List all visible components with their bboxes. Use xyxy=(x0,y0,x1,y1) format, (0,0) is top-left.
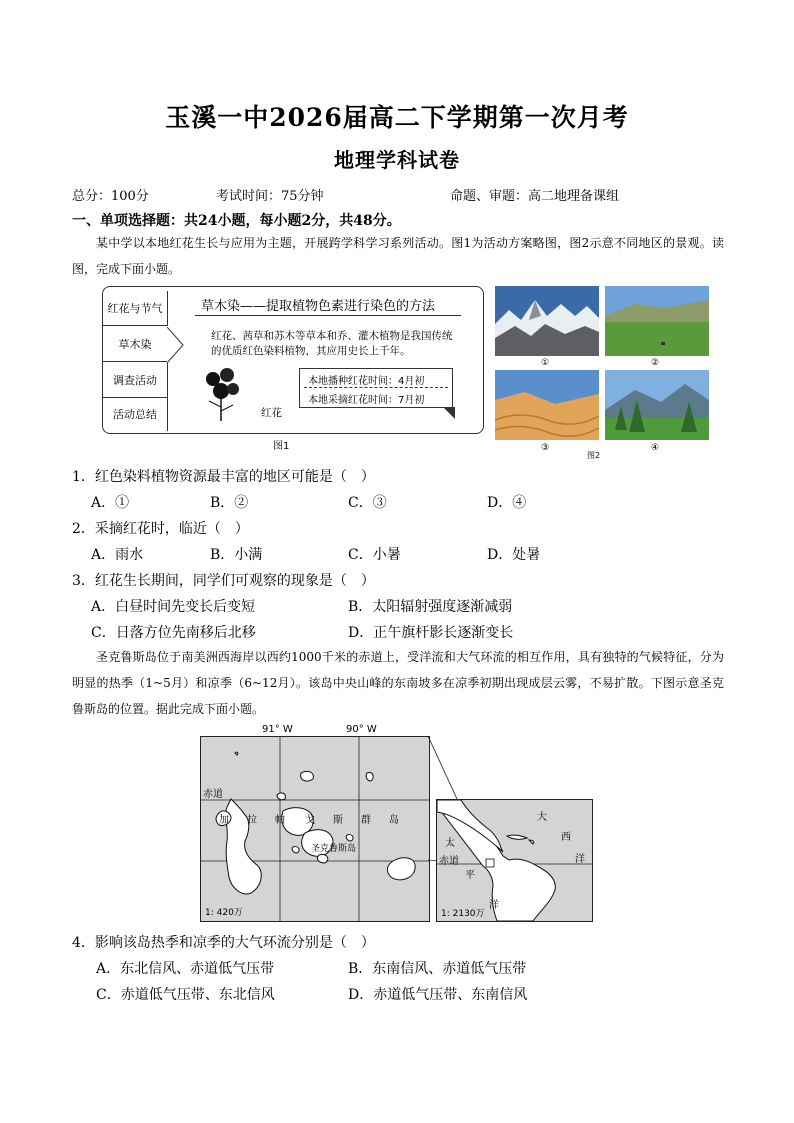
lon-91w-label: 91° W xyxy=(262,724,293,735)
archipelago-char-2: 拉 xyxy=(247,815,257,826)
heading-underline xyxy=(195,315,461,316)
lon-90w-label: 90° W xyxy=(346,724,377,735)
figure-2 xyxy=(495,286,710,462)
q2-option-c[interactable]: C．小暑 xyxy=(348,547,401,563)
intro-paragraph: 某中学以本地红花生长与应用为主题，开展跨学科学习系列活动。图1为活动方案略图，图2示意不同地区的景观。读图，完成下面小题。 xyxy=(72,236,724,276)
q3-option-c[interactable]: C．日落方位先南移后北移 xyxy=(91,625,256,641)
date-divider xyxy=(304,387,448,388)
q4-option-c[interactable]: C．赤道低气压带、东北信风 xyxy=(96,987,275,1003)
q3-option-a[interactable]: A．白昼时间先变长后变短 xyxy=(91,599,256,615)
archipelago-char-1: 加 xyxy=(219,815,229,826)
pick-date: 本地采摘红花时间：7月初 xyxy=(308,395,425,406)
q4-option-a[interactable]: A．东北信风、赤道低气压带 xyxy=(96,961,275,977)
q2-option-d[interactable]: D．处暑 xyxy=(487,547,541,563)
galapagos-map-drawing xyxy=(201,737,429,921)
archipelago-char-4: 戈 xyxy=(305,815,315,826)
photo-label-4: ④ xyxy=(651,443,660,453)
pacific-char-1: 太 xyxy=(445,838,455,849)
exam-time: 考试时间：75分钟 xyxy=(216,189,324,204)
nav-item-dyeing: 草木染 xyxy=(103,327,167,362)
photo-forest xyxy=(605,370,709,440)
question-4: 4．影响该岛热季和凉季的大气环流分别是（ ） xyxy=(72,935,375,951)
location-inset-map xyxy=(436,799,593,922)
nav-arrow-icon xyxy=(167,327,185,363)
sow-date: 本地播种红花时间：4月初 xyxy=(308,376,425,387)
photo-label-3: ③ xyxy=(541,443,550,453)
archipelago-char-3: 帕 xyxy=(275,815,285,826)
question-2: 2．采摘红花时，临近（ ） xyxy=(72,521,249,537)
safflower-icon xyxy=(199,367,245,423)
q4-option-d[interactable]: D．赤道低气压带、东南信风 xyxy=(348,987,528,1003)
archipelago-char-7: 岛 xyxy=(389,815,399,826)
inset-map-drawing xyxy=(437,800,592,921)
q2-option-b[interactable]: B．小满 xyxy=(210,547,263,563)
nav-item-festival: 红花与节气 xyxy=(103,291,168,326)
question-3: 3．红花生长期间，同学们可观察的现象是（ ） xyxy=(72,573,375,589)
photo-grassland xyxy=(605,286,709,356)
figure-1 xyxy=(102,286,484,434)
dyeing-heading: 草木染——提取植物色素进行染色的方法 xyxy=(201,299,436,314)
inset-equator-label: 赤道 xyxy=(439,856,459,867)
photo-label-1: ① xyxy=(541,358,550,368)
nav-item-survey: 调查活动 xyxy=(103,363,168,398)
flower-label: 红花 xyxy=(261,407,282,419)
question-1: 1．红色染料植物资源最丰富的地区可能是（ ） xyxy=(72,469,375,485)
q2-option-a[interactable]: A．雨水 xyxy=(91,547,144,563)
atlantic-char-1: 大 xyxy=(537,812,547,823)
pacific-char-3: 洋 xyxy=(489,900,499,911)
q3-option-d[interactable]: D．正午旗杆影长逐渐变长 xyxy=(348,625,514,641)
photo-snow-mountain xyxy=(495,286,599,356)
q1-option-a[interactable]: A．① xyxy=(91,495,130,511)
santa-cruz-label: 圣克鲁斯岛 xyxy=(311,844,357,854)
page-subtitle: 地理学科试卷 xyxy=(334,148,460,172)
q4-option-b[interactable]: B．东南信风、赤道低气压带 xyxy=(348,961,527,977)
total-score: 总分：100分 xyxy=(72,189,149,204)
archipelago-char-6: 群 xyxy=(361,815,371,826)
figure-2-caption: 图2 xyxy=(587,451,601,460)
section-heading: 一、单项选择题：共24小题，每小题2分，共48分。 xyxy=(72,213,401,229)
atlantic-char-2: 西 xyxy=(561,832,571,843)
photo-desert xyxy=(495,370,599,440)
scale-label-1: 1: 420万 xyxy=(205,908,243,918)
q1-option-d[interactable]: D．④ xyxy=(487,495,527,511)
equator-label: 赤道 xyxy=(203,789,223,800)
q1-option-c[interactable]: C．③ xyxy=(348,495,387,511)
atlantic-char-3: 洋 xyxy=(575,854,585,865)
scale-label-2: 1: 2130万 xyxy=(441,909,485,919)
archipelago-char-5: 斯 xyxy=(333,815,343,826)
pacific-char-2: 平 xyxy=(465,870,475,881)
nav-item-summary: 活动总结 xyxy=(103,397,168,431)
figure-1-caption: 图1 xyxy=(273,441,290,452)
note-corner-icon xyxy=(443,407,457,421)
date-note xyxy=(299,368,453,408)
page-title: 玉溪一中2026届高二下学期第一次月考 xyxy=(165,103,629,132)
q1-option-b[interactable]: B．② xyxy=(210,495,249,511)
dyeing-description: 红花、茜草和苏木等草本和乔、灌木植物是我国传统的优质红色染料植物，其应用史长上千年。 xyxy=(211,330,453,357)
photo-label-2: ② xyxy=(651,358,660,368)
galapagos-map xyxy=(200,736,430,922)
passage-2: 圣克鲁斯岛位于南美洲西海岸以西约1000千米的赤道上，受洋流和大气环流的相互作用，具有独特的气候特征，分为明显的热季（1~5月）和凉季（6~12月）。该岛中央山峰的东南坡多在凉季初期出现成层云雾，不易扩散。下图示意圣克鲁斯岛的位置。据此完成下面小题。 xyxy=(72,650,724,716)
exam-author: 命题、审题：高二地理备课组 xyxy=(450,189,620,204)
q3-option-b[interactable]: B．太阳辐射强度逐渐减弱 xyxy=(348,599,513,615)
activity-nav xyxy=(103,287,169,433)
